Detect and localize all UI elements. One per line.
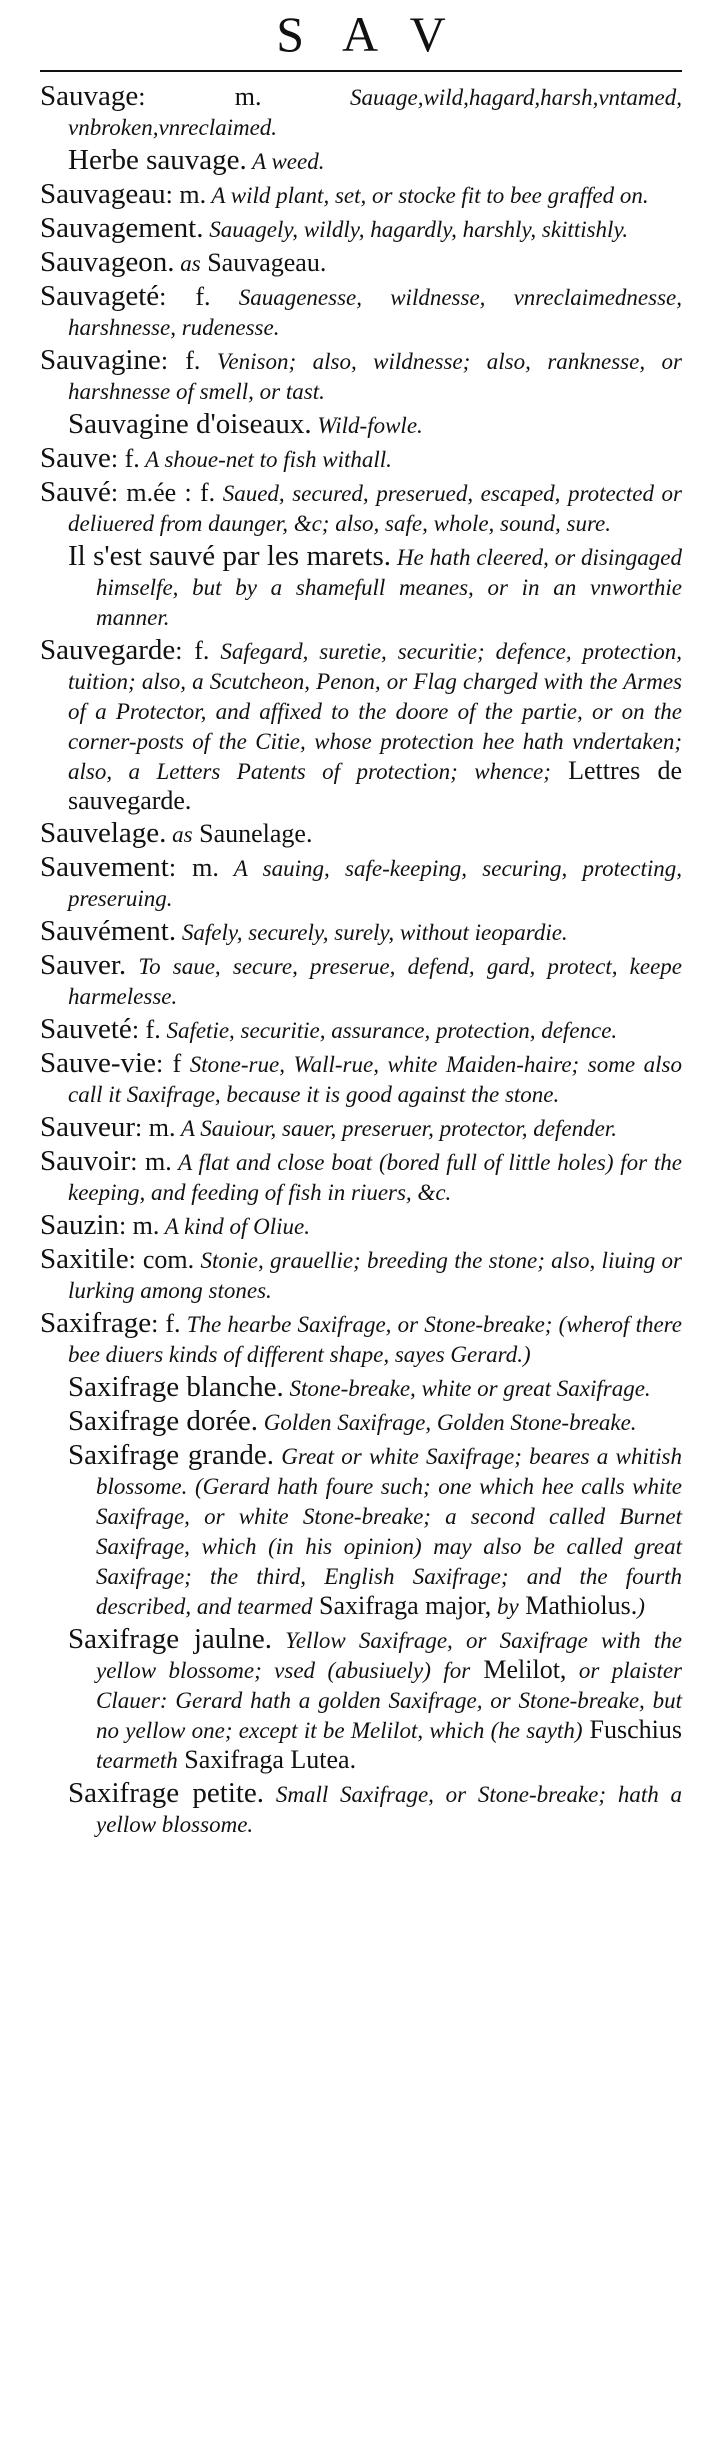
- entry-definition: or plaister Clauer: Gerard hath a golden Saxifrage, or Stone-breake, but no yellow one; except it be Melilot, which (he sayth): [96, 1658, 683, 1743]
- dictionary-entry: [40, 636, 682, 815]
- entry-grammar: : f.: [175, 636, 210, 665]
- dictionary-entry: [40, 1625, 682, 1775]
- entry-headword: Sauvegarde: [40, 634, 176, 666]
- entry-headword: Sauvageau: [40, 178, 166, 210]
- entry-definition: tearmeth: [96, 1748, 178, 1773]
- entry-definition: as: [174, 251, 201, 276]
- entry-headword: Saxifrage jaulne.: [68, 1623, 272, 1655]
- dictionary-entry: [40, 951, 682, 1011]
- entry-headword: Sauvageté: [40, 280, 160, 312]
- entry-definition: Sauagenesse, wildnesse, vnreclaimednesse, harshnesse, rudenesse.: [68, 285, 682, 340]
- entry-headword: Sauver.: [40, 949, 127, 981]
- entry-definition: ): [637, 1594, 645, 1619]
- entry-definition: Safetie, securitie, assurance, protection, defence.: [160, 1018, 618, 1043]
- entry-definition: He hath cleered, or disingaged himselfe, but by a shamefull meanes, or in an vnworthie manner.: [96, 545, 682, 630]
- dictionary-entry: [40, 1373, 682, 1403]
- entry-headword: Sauvoir: [40, 1145, 131, 1177]
- entry-headword: Saxifrage blanche.: [68, 1371, 284, 1403]
- entry-headword: Herbe sauvage.: [68, 144, 247, 176]
- entry-definition: Saued, secured, preserued, escaped, protected or deliuered from daunger, &c; also, safe, whole, sound, sure.: [68, 481, 682, 536]
- entry-headword: Saxifrage petite.: [68, 1777, 265, 1809]
- dictionary-entry: [40, 248, 682, 278]
- entry-reference: Saunelage.: [192, 819, 313, 848]
- entry-definition: Sauage,wild,hagard,harsh,vntamed, vnbroken,vnreclaimed.: [68, 85, 683, 140]
- entry-reference: Lettres de sauvegarde.: [68, 756, 682, 815]
- entry-grammar: : m.: [165, 180, 207, 209]
- dictionary-entry: [40, 1779, 682, 1839]
- dictionary-entry: [40, 1113, 682, 1143]
- dictionary-entry: [40, 1309, 682, 1369]
- dictionary-entry: [40, 1441, 682, 1621]
- entry-grammar: : m.: [138, 82, 262, 111]
- entry-headword: Sauvagine: [40, 344, 161, 376]
- dictionary-entry: [40, 819, 682, 849]
- entry-grammar: : com.: [128, 1245, 195, 1274]
- entry-reference: Saxifraga Lutea.: [177, 1745, 357, 1774]
- dictionary-entry: [40, 346, 682, 406]
- entry-definition: Venison; also, wildnesse; also, ranknesse, or harshnesse of smell, or tast.: [68, 349, 682, 404]
- entry-grammar: : f.: [110, 444, 140, 473]
- entry-grammar: : f.: [131, 1015, 161, 1044]
- entry-grammar: : m.: [135, 1113, 176, 1142]
- entry-grammar: : f.: [159, 282, 211, 311]
- entry-definition: Yellow Saxifrage, or Saxifrage with the yellow blossome; vsed (abusiuely) for: [96, 1628, 682, 1683]
- entry-headword: Saxitile: [40, 1243, 129, 1275]
- entry-reference: Fuschius: [582, 1715, 682, 1744]
- entry-definition: To saue, secure, preserue, defend, gard, protect, keepe harmelesse.: [68, 954, 682, 1009]
- entry-definition: A wild plant, set, or stocke fit to bee graffed on.: [206, 183, 649, 208]
- entry-definition: Golden Saxifrage, Golden Stone-breake.: [258, 1410, 637, 1435]
- entry-definition: Stone-rue, Wall-rue, white Maiden-haire; some also call it Saxifrage, because it is good against the stone.: [68, 1052, 683, 1107]
- header-rule: [40, 70, 682, 72]
- entry-headword: Sauvageon.: [40, 246, 175, 278]
- entry-headword: Sauveté: [40, 1013, 132, 1045]
- entry-grammar: : f.: [151, 1309, 181, 1338]
- dictionary-entry: [40, 1211, 682, 1241]
- entry-headword: Sauve: [40, 442, 111, 474]
- page-header: SAV: [276, 6, 484, 62]
- dictionary-entry: [40, 1049, 682, 1109]
- entry-definition: A Sauiour, sauer, preseruer, protector, defender.: [175, 1116, 617, 1141]
- entry-headword: Sauvage: [40, 80, 139, 112]
- entry-reference: Saxifraga major,: [312, 1591, 492, 1620]
- entry-reference: Melilot,: [470, 1655, 567, 1684]
- dictionary-entry: [40, 917, 682, 947]
- dictionary-entry: [40, 1015, 682, 1045]
- dictionary-entry: [40, 1407, 682, 1437]
- entry-headword: Sauvagement.: [40, 212, 204, 244]
- entry-definition: A weed.: [246, 149, 325, 174]
- dictionary-entry: [40, 1245, 682, 1305]
- entry-headword: Sauvagine d'oiseaux.: [68, 408, 312, 440]
- entry-definition: Stone-breake, white or great Saxifrage.: [283, 1376, 651, 1401]
- entry-list: [40, 82, 682, 1839]
- entry-definition: Sauagely, wildly, hagardly, harshly, skittishly.: [203, 217, 629, 242]
- entry-headword: Sauzin: [40, 1209, 119, 1241]
- entry-grammar: : m.ée : f.: [110, 478, 216, 507]
- dictionary-entry: [40, 853, 682, 913]
- dictionary-entry: [40, 82, 682, 142]
- dictionary-entry: [40, 282, 682, 342]
- entry-grammar: : f: [155, 1049, 182, 1078]
- entry-definition: Safely, securely, surely, without ieopardie.: [176, 920, 568, 945]
- dictionary-entry: [40, 1147, 682, 1207]
- entry-headword: Sauveur: [40, 1111, 136, 1143]
- entry-headword: Il s'est sauvé par les marets.: [68, 540, 392, 572]
- entry-headword: Saxifrage: [40, 1307, 152, 1339]
- entry-definition: A flat and close boat (bored full of little holes) for the keeping, and feeding of fish in riuers, &c.: [68, 1150, 682, 1205]
- dictionary-entry: [40, 146, 682, 176]
- entry-definition: A shoue-net to fish withall.: [139, 447, 392, 472]
- entry-definition: A kind of Oliue.: [159, 1214, 310, 1239]
- entry-grammar: : f.: [160, 346, 201, 375]
- entry-definition: Stonie, grauellie; breeding the stone; also, liuing or lurking among stones.: [68, 1248, 682, 1303]
- entry-definition: The hearbe Saxifrage, or Stone-breake; (wherof there bee diuers kinds of different shape, sayes Gerard.): [68, 1312, 682, 1367]
- entry-grammar: : m.: [118, 1211, 160, 1240]
- entry-grammar: : m.: [168, 853, 219, 882]
- dictionary-entry: [40, 478, 682, 538]
- entry-headword: Sauvé: [40, 476, 111, 508]
- entry-headword: Sauvelage.: [40, 817, 167, 849]
- entry-definition: Small Saxifrage, or Stone-breake; hath a yellow blossome.: [96, 1782, 682, 1837]
- entry-definition: Safegard, suretie, securitie; defence, protection, tuition; also, a Scutcheon, Penon, or Flag charged with the Armes of a Protector, and affixed to the doore of the partie, or on the corner-posts of the Citie, whose protection hee hath vndertaken; also, a Letters Patents of protection; whence;: [68, 639, 682, 784]
- entry-headword: Sauvement: [40, 851, 169, 883]
- entry-definition: Wild-fowle.: [311, 413, 423, 438]
- entry-headword: Sauvément.: [40, 915, 177, 947]
- entry-headword: Saxifrage grande.: [68, 1439, 275, 1471]
- entry-headword: Saxifrage dorée.: [68, 1405, 259, 1437]
- entry-definition: A sauing, safe-keeping, securing, protecting, preseruing.: [68, 856, 682, 911]
- entry-definition: by: [491, 1594, 519, 1619]
- dictionary-entry: [40, 542, 682, 632]
- entry-headword: Sauve-vie: [40, 1047, 156, 1079]
- entry-reference: Mathiolus.: [518, 1591, 638, 1620]
- entry-definition: Great or white Saxifrage; beares a whitish blossome. (Gerard hath foure such; one which hee calls white Saxifrage, or white Stone-breake; a second called Burnet Saxifrage, which (in his opinion) may also be called great Saxifrage; the third, English Saxifrage; and the fourth described, and tearmed: [96, 1444, 683, 1619]
- dictionary-entry: [40, 444, 682, 474]
- entry-grammar: : m.: [130, 1147, 172, 1176]
- entry-reference: Sauvageau.: [200, 248, 327, 277]
- dictionary-entry: [40, 214, 682, 244]
- entry-definition: as: [166, 822, 193, 847]
- dictionary-entry: [40, 180, 682, 210]
- dictionary-entry: [40, 410, 682, 440]
